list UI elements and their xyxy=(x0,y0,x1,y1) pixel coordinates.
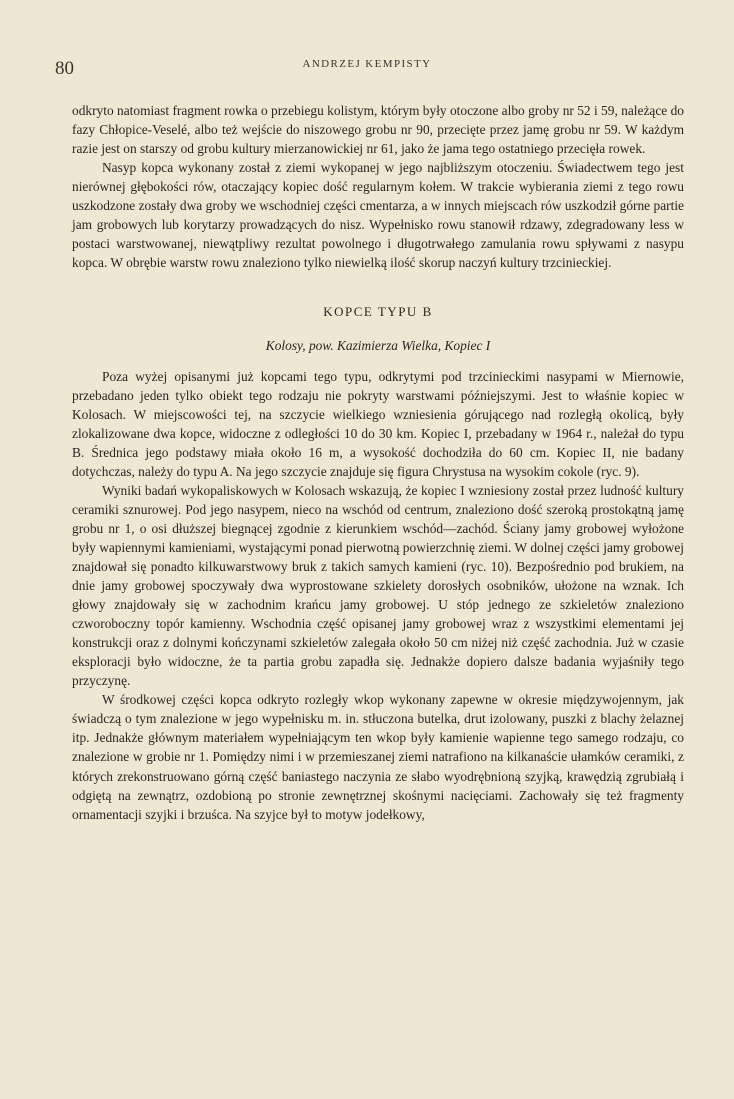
paragraph: Poza wyżej opisanymi już kopcami tego typu, odkrytymi pod trzcinieckimi nasypami w Miernowie, przebadano jeden tylko obiekt tego rodzaju nie pokryty warstwami późniejszymi. Jest to właśnie kopiec w Kolosach. W miejscowości tej, na szczycie wielkiego wzniesienia górującego nad rozległą okolicą, były zlokalizowane dwa kopce, widoczne z odległości 10 do 30 km. Kopiec I, przebadany w 1964 r., należał do typu B. Średnica jego podstawy miała około 16 m, a wysokość dochodziła do 60 cm. Kopiec II, nie badany dotychczas, należy do typu A. Na jego szczycie znajduje się figura Chrystusa na wysokim cokole (ryc. 9). xyxy=(72,368,684,479)
paragraph: Wyniki badań wykopaliskowych w Kolosach wskazują, że kopiec I wzniesiony został przez ludność kultury ceramiki sznurowej. Pod jego nasypem, nieco na wschód od centrum, znaleziono dość szeroką prostokątną jamę grobu nr 1, o osi dłuższej biegnącej zgodnie z kierunkiem wschód—zachód. Ściany jamy grobowej wyłożone były wapiennymi kamieniami, wystającymi ponad pierwotną powierzchnię ziemi. W dolnej części jamy grobowej znajdował się ponadto kilkuwarstwowy bruk z takich samych kamieni (ryc. 10). Bezpośrednio pod brukiem, na dnie jamy grobowej spoczywały dwa wyprostowane szkielety dorosłych osobników, ułożone na wznak. Ich głowy znajdowały się w zachodnim krańcu jamy grobowej. U stóp jednego ze szkieletów znaleziono czworoboczny topór kamienny. Wschodnia część opisanej jamy grobowej wraz z wszystkimi elementami jej konstrukcji oraz z dolnymi kończynami szkieletów zalegała około 50 cm niżej niż część zachodnia. Już w czasie eksploracji było widoczne, że ta partia grobu zapadła się. Jednakże dopiero dalsze badania wyjaśniły tego przyczynę. xyxy=(72,482,684,689)
running-head: ANDRZEJ KEMPISTY xyxy=(302,58,432,70)
section-subtitle: Kolosy, pow. Kazimierza Wielka, Kopiec I xyxy=(265,338,491,354)
paragraph: W środkowej części kopca odkryto rozległy wkop wykonany zapewne w okresie międzywojennym, jak świadczą o tym znalezione w jego wypełnisku m. in. stłuczona butelka, drut izolowany, puszki z blachy żelaznej itp. Jednakże głównym materiałem wypełniającym ten wkop były kamienie wapienne tego samego rodzaju, co znalezione w grobie nr 1. Pomiędzy nimi i w przemieszanej ziemi natrafiono na kilkanaście ułamków ceramiki, z których zrekonstruowano górną część baniastego naczynia ze słabo wyodrębnioną szyjką, krawędzią zgrubiałą i odgiętą na zewnątrz, ozdobioną po stronie zewnętrznej skośnymi nacięciami. Zachowały się też fragmenty ornamentacji szyjki i brzuśca. Na szyjce był to motyw jodełkowy, xyxy=(72,692,684,822)
paragraph: odkryto natomiast fragment rowka o przebiegu kolistym, którym były otoczone albo groby nr 52 i 59, należące do fazy Chłopice-Veselé, albo też wejście do niszowego grobu nr 90, przecięte przez jamę grobu nr 59. W każdym razie jest on starszy od grobu kultury mierzanowickiej nr 61, jako że jama tego ostatniego przecięła rowek. xyxy=(72,103,684,157)
paragraph: Nasyp kopca wykonany został z ziemi wykopanej w jego najbliższym otoczeniu. Świadectwem tego jest nierównej głębokości rów, otaczający kopiec dość regularnym kołem. W trakcie wybierania ziemi z tego rowu uszkodzone zostały dwa groby we wschodniej części cmentarza, a w innych miejscach rów uszkodził górne partie jam grobowych lub korytarzy prowadzących do nisz. Wypełnisko rowu stanowił rdzawy, zdegradowany less w postaci warstwowanej, niewątpliwy rezultat powolnego i długotrwałego zamulania rowu spływami z nasypu kopca. W obrębie warstw rowu znaleziono tylko niewielką ilość skorup naczyń kultury trzcinieckiej. xyxy=(72,160,684,271)
page-number: 80 xyxy=(55,58,74,79)
body-text xyxy=(72,101,684,824)
section-title: KOPCE TYPU B xyxy=(323,304,433,320)
